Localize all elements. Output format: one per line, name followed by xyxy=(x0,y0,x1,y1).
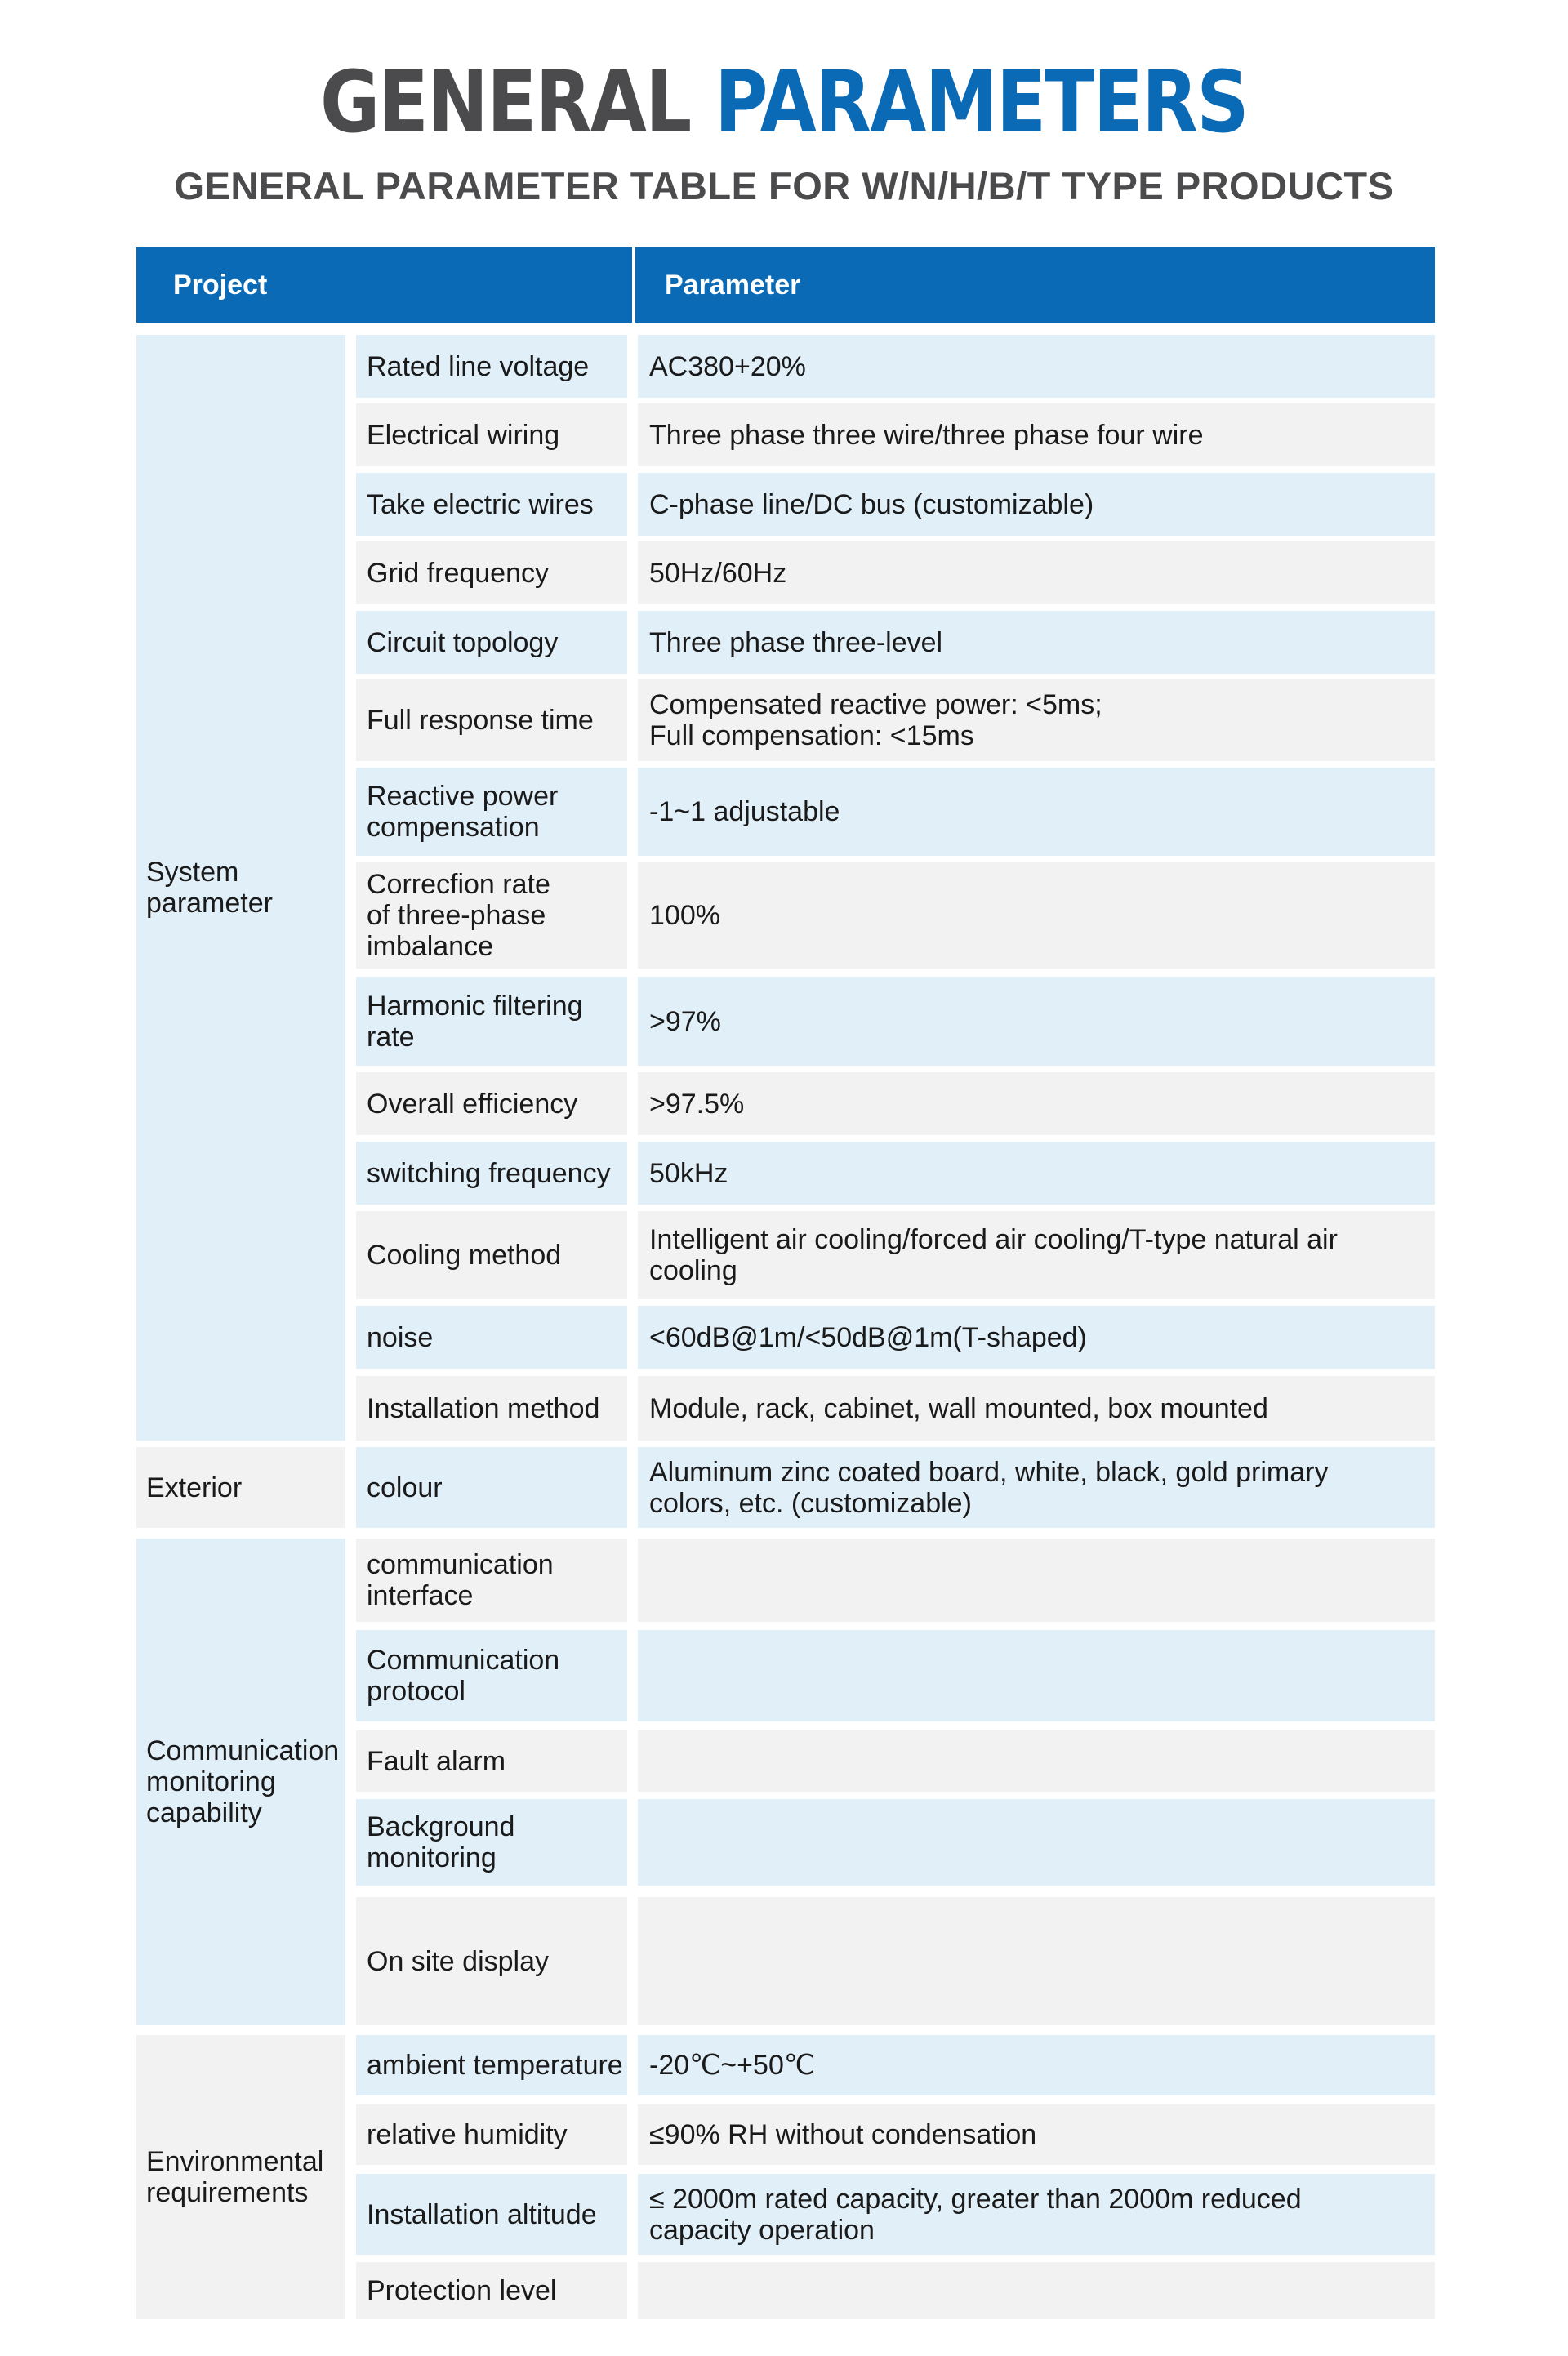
param-label: Electrical wiring xyxy=(356,403,627,466)
param-value xyxy=(638,1539,1435,1622)
param-label: Grid frequency xyxy=(356,541,627,604)
category-system-parameter xyxy=(136,335,345,1441)
param-label: Cooling method xyxy=(356,1211,627,1299)
param-label: colour xyxy=(356,1447,627,1528)
param-value: -20℃~+50℃ xyxy=(638,2035,1435,2095)
header-project xyxy=(136,247,632,323)
param-value: <60dB@1m/<50dB@1m(T-shaped) xyxy=(638,1306,1435,1369)
param-label: Circuit topology xyxy=(356,611,627,674)
param-label: Overall efficiency xyxy=(356,1072,627,1135)
category-communication xyxy=(136,1539,345,2025)
param-value: -1~1 adjustable xyxy=(638,768,1435,856)
param-value: 50kHz xyxy=(638,1142,1435,1205)
param-value: C-phase line/DC bus (customizable) xyxy=(638,473,1435,536)
param-label: Harmonic filtering rate xyxy=(356,977,627,1066)
category-environmental xyxy=(136,2035,345,2319)
page-subtitle: GENERAL PARAMETER TABLE FOR W/N/H/B/T TYPE PRODUCTS xyxy=(174,164,1394,207)
param-label: Rated line voltage xyxy=(356,335,627,398)
param-value xyxy=(638,1730,1435,1792)
title-part-2: PARAMETERS xyxy=(714,52,1248,152)
param-value: >97.5% xyxy=(638,1072,1435,1135)
param-value: Compensated reactive power: <5ms; Full compensation: <15ms xyxy=(638,679,1435,761)
param-value xyxy=(638,1630,1435,1721)
category-exterior xyxy=(136,1447,345,1528)
param-label: Correcfion rate of three-phase imbalance xyxy=(356,862,627,969)
param-label: Installation altitude xyxy=(356,2174,627,2255)
param-value: Three phase three-level xyxy=(638,611,1435,674)
param-value xyxy=(638,1799,1435,1886)
param-label: ambient temperature xyxy=(356,2035,627,2095)
param-label: Reactive power compensation xyxy=(356,768,627,856)
param-label: communication interface xyxy=(356,1539,627,1622)
param-label: Background monitoring xyxy=(356,1799,627,1886)
param-label: Fault alarm xyxy=(356,1730,627,1792)
header-project-label: Project xyxy=(173,269,268,301)
category-label: Environmental requirements xyxy=(146,2146,324,2208)
param-value xyxy=(638,2262,1435,2319)
param-value: ≤90% RH without condensation xyxy=(638,2104,1435,2165)
param-label: noise xyxy=(356,1306,627,1369)
page-title xyxy=(109,49,1458,155)
category-label: Exterior xyxy=(146,1472,243,1503)
param-value: 50Hz/60Hz xyxy=(638,541,1435,604)
header-parameter-label: Parameter xyxy=(665,269,801,301)
param-label: switching frequency xyxy=(356,1142,627,1205)
param-label: On site display xyxy=(356,1897,627,2025)
param-value: Aluminum zinc coated board, white, black, gold primary colors, etc. (customizable) xyxy=(638,1447,1435,1528)
param-label: Full response time xyxy=(356,679,627,761)
param-value: ≤ 2000m rated capacity, greater than 2000m reduced capacity operation xyxy=(638,2174,1435,2255)
param-value: Module, rack, cabinet, wall mounted, box mounted xyxy=(638,1376,1435,1441)
param-value: AC380+20% xyxy=(638,335,1435,398)
param-label: Take electric wires xyxy=(356,473,627,536)
header-parameter xyxy=(635,247,1435,323)
param-label: relative humidity xyxy=(356,2104,627,2165)
category-label: System parameter xyxy=(146,857,273,919)
param-label: Communication protocol xyxy=(356,1630,627,1721)
category-label: Communication monitoring capability xyxy=(146,1735,340,1828)
param-label: Protection level xyxy=(356,2262,627,2319)
param-value: Three phase three wire/three phase four wire xyxy=(638,403,1435,466)
param-label: Installation method xyxy=(356,1376,627,1441)
title-part-1: GENERAL xyxy=(320,52,691,152)
param-value: 100% xyxy=(638,862,1435,969)
param-value xyxy=(638,1897,1435,2025)
param-value: >97% xyxy=(638,977,1435,1066)
param-value: Intelligent air cooling/forced air cooling/T-type natural air cooling xyxy=(638,1211,1435,1299)
